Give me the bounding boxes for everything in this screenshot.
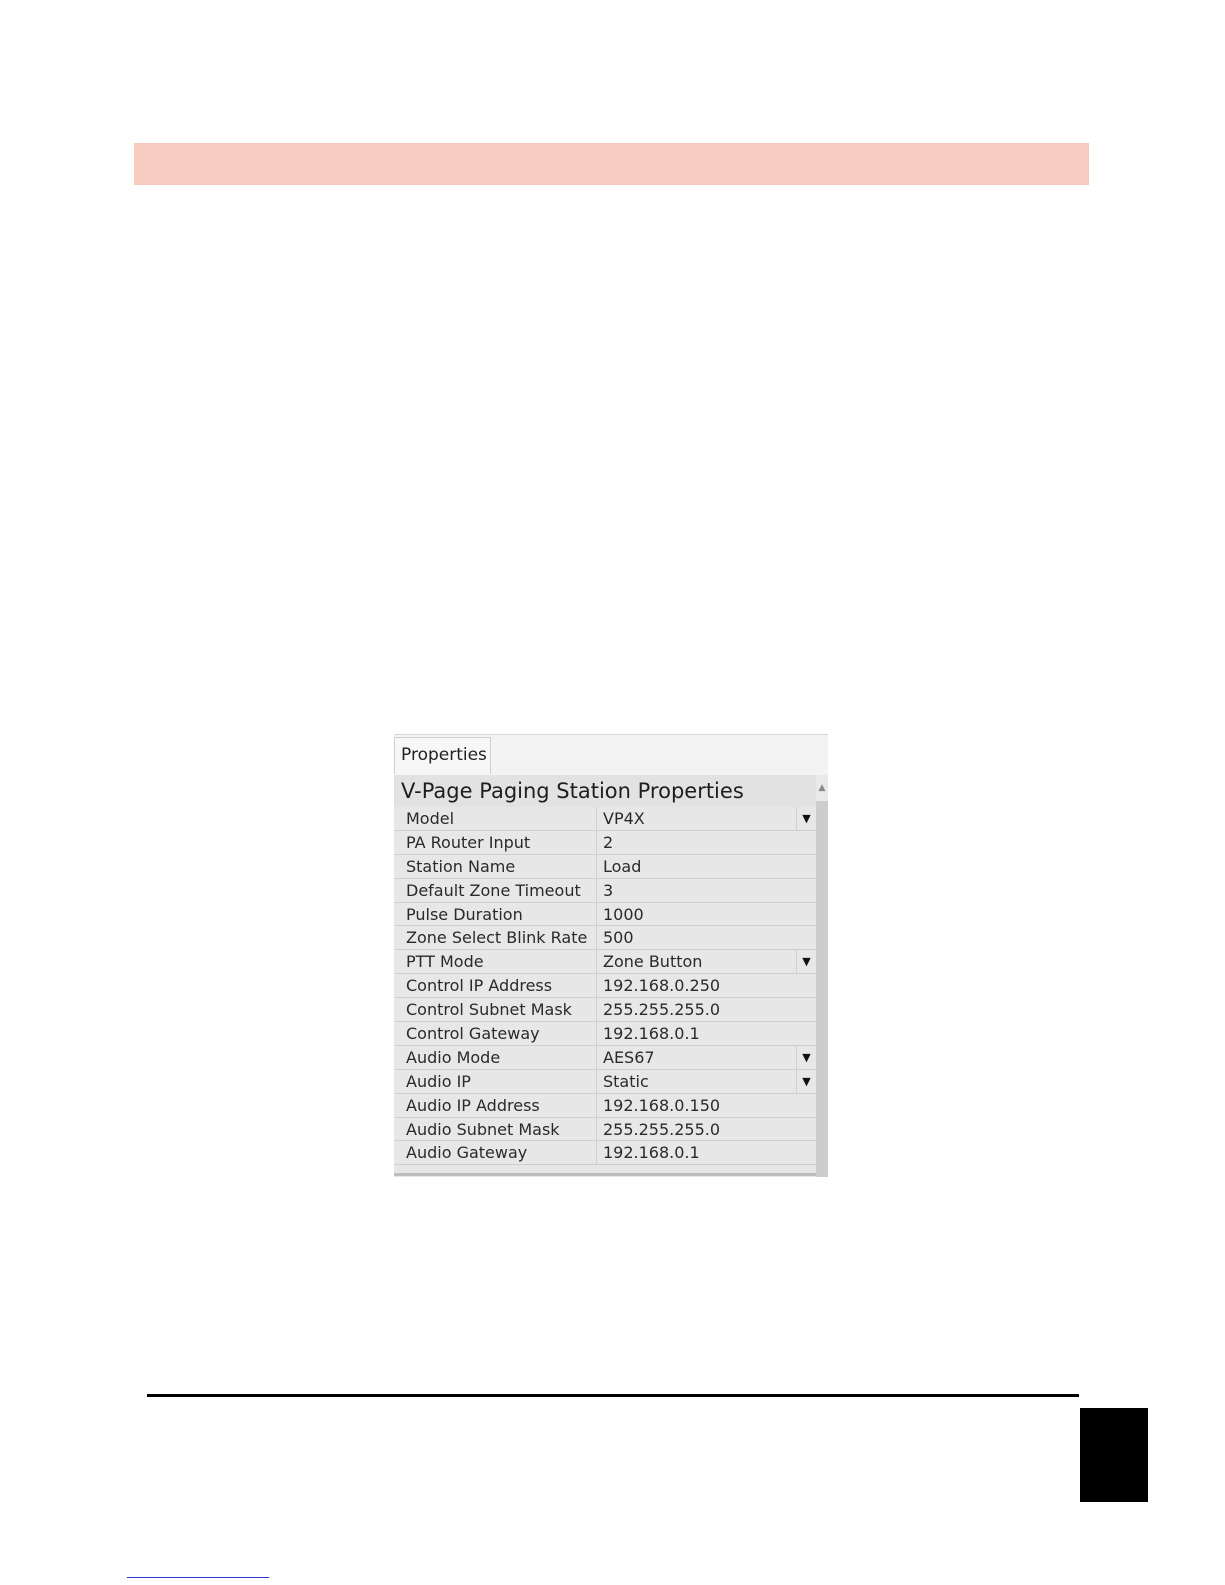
property-row-control-gateway: [394, 1022, 816, 1046]
property-row-control-subnet-mask: [394, 998, 816, 1022]
property-label: Control IP Address: [394, 974, 597, 997]
property-rows: [394, 807, 816, 1165]
property-row-model: [394, 807, 816, 831]
property-label: Model: [394, 807, 597, 830]
property-row-control-ip-address: [394, 974, 816, 998]
property-label: Zone Select Blink Rate: [394, 926, 597, 949]
property-value[interactable]: 192.168.0.1: [603, 1024, 700, 1044]
property-label: Audio IP: [394, 1070, 597, 1093]
property-grid: [394, 775, 828, 1177]
property-label: PA Router Input: [394, 831, 597, 854]
footer-rule: [147, 1394, 1079, 1397]
property-row-station-name: [394, 855, 816, 879]
property-row-audio-gateway: [394, 1141, 816, 1165]
property-label: Pulse Duration: [394, 903, 597, 926]
property-label: Default Zone Timeout: [394, 879, 597, 902]
properties-panel: [394, 734, 828, 1176]
property-value[interactable]: Load: [603, 856, 642, 876]
property-value[interactable]: 1000: [603, 904, 644, 924]
property-label: Control Subnet Mask: [394, 998, 597, 1021]
footer-link-underline[interactable]: [127, 1577, 269, 1578]
property-row-zone-select-blink-rate: [394, 926, 816, 950]
page-number-block: [1080, 1408, 1148, 1502]
property-value[interactable]: 3: [603, 880, 614, 900]
property-label: Station Name: [394, 855, 597, 878]
scroll-up-icon[interactable]: ▲: [816, 775, 828, 801]
property-label: Control Gateway: [394, 1022, 597, 1045]
property-row-audio-subnet-mask: [394, 1118, 816, 1142]
property-value[interactable]: 192.168.0.150: [603, 1095, 721, 1115]
dropdown-arrow-icon[interactable]: ▼: [796, 950, 816, 973]
tab-properties[interactable]: Properties: [394, 737, 491, 774]
property-row-audio-ip-address: [394, 1094, 816, 1118]
property-label: Audio Gateway: [394, 1141, 597, 1164]
property-value[interactable]: 255.255.255.0: [603, 1119, 721, 1139]
property-value[interactable]: AES67: [603, 1047, 655, 1067]
property-label: Audio Subnet Mask: [394, 1118, 597, 1141]
dropdown-arrow-icon[interactable]: ▼: [796, 807, 816, 830]
property-value[interactable]: 255.255.255.0: [603, 1000, 721, 1020]
property-value[interactable]: 192.168.0.1: [603, 1143, 700, 1163]
property-row-pa-router-input: [394, 831, 816, 855]
property-grid-title: V-Page Paging Station Properties: [394, 775, 816, 807]
property-label: Audio Mode: [394, 1046, 597, 1069]
tab-strip: [394, 735, 828, 775]
property-label: PTT Mode: [394, 950, 597, 973]
property-value[interactable]: 192.168.0.250: [603, 976, 721, 996]
property-row-default-zone-timeout: [394, 879, 816, 903]
grid-bottom-border: [394, 1173, 816, 1176]
property-value[interactable]: 500: [603, 928, 634, 948]
property-row-audio-ip: [394, 1070, 816, 1094]
property-label: Audio IP Address: [394, 1094, 597, 1117]
property-value[interactable]: Static: [603, 1071, 649, 1091]
property-row-audio-mode: [394, 1046, 816, 1070]
property-value[interactable]: Zone Button: [603, 952, 703, 972]
dropdown-arrow-icon[interactable]: ▼: [796, 1046, 816, 1069]
section-header-band: [134, 143, 1089, 185]
vertical-scrollbar[interactable]: [816, 775, 828, 1177]
property-row-ptt-mode: [394, 950, 816, 974]
property-value[interactable]: 2: [603, 832, 614, 852]
property-row-pulse-duration: [394, 903, 816, 927]
dropdown-arrow-icon[interactable]: ▼: [796, 1070, 816, 1093]
property-value[interactable]: VP4X: [603, 809, 645, 828]
